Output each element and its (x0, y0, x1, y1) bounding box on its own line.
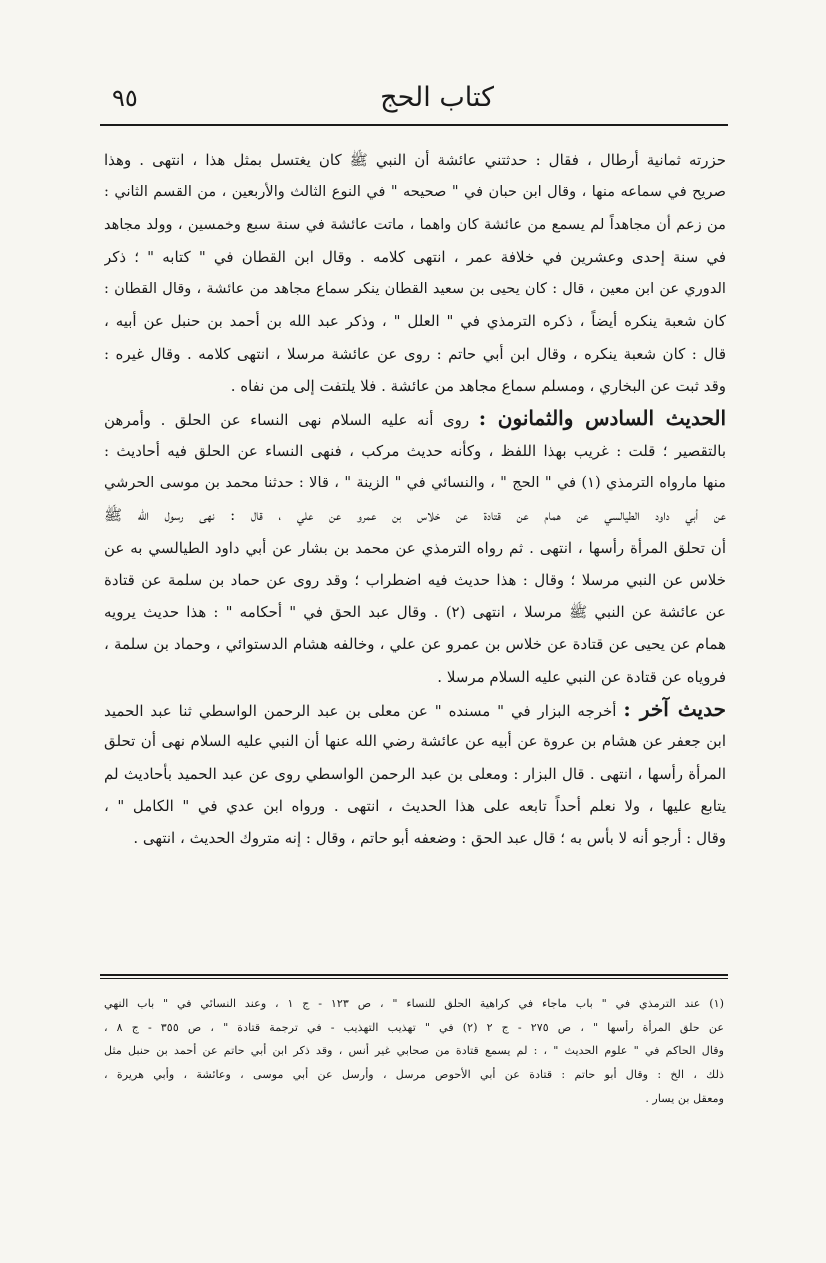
line-text: فروياه عن قتادة عن النبي عليه السلام مرسلا . (437, 667, 726, 686)
line-text: يتابع عليها ، ولا نعلم أحداً تابعه على هذا الحديث ، انتهى . ورواه ابن عدي في " الكامل " ، (104, 796, 726, 815)
footnote-line: ذلك ، الخ : وقال أبو حاتم : قتادة عن أبي الأحوص مرسل ، وأرسل عن أبي موسى ، وعائشة ، وأبي هريرة ، (104, 1068, 724, 1082)
line-text: همام عن يحيى عن قتادة عن خلاس بن عمرو عن علي ، وخالفه هشام الدستوائي ، وحماد بن سلمة ، (104, 635, 726, 654)
line-text: الدوري عن ابن معين ، قال : كان يحيى بن سعيد القطان ينكر سماع مجاهد من عائشة ، وقال القطان : (104, 280, 726, 298)
footnotes (104, 992, 724, 1110)
line-text: عن أبي داود الطيالسي عن همام عن قتادة عن خلاس بن عمرو عن علي ، قال : نهى رسول الله ﷺ (104, 506, 726, 525)
text-line (104, 338, 726, 370)
line-text: روى أنه عليه السلام نهى النساء عن الحلق . وأمرهن (104, 411, 479, 430)
line-text: المرأة رأسها ، انتهى . قال البزار : ومعلى بن عبد الرحمن الواسطي روى عن عبد الحميد بأحاديث لم (104, 764, 726, 783)
line-text: وقال : أرجو أنه لا بأس به ؛ قال عبد الحق : وضعفه أبو حاتم ، وقال : إنه متروك الحديث ، انتهى . (133, 829, 726, 848)
text-line (104, 758, 726, 790)
line-text: في سنة إحدى وعشرين في خلافة عمر ، انتهى كلامه . وقال ابن القطان في " كتابه " ؛ ذكر (104, 247, 726, 266)
section-heading: حديث آخر : (623, 697, 726, 722)
footnote-line: (١) عند الترمذي في " باب ماجاء في كراهية الحلق للنساء " ، ص ١٢٣ - ج ١ ، وعند النسائي في " باب النهي (104, 997, 724, 1010)
footnote-line: عن حلق المرأة رأسها " ، ص ٢٧٥ - ج ٢ (٢) في " تهذيب التهذيب - في ترجمة قتادة " ، ص ٣٥٥ - ج ٨ ، (104, 1020, 724, 1034)
text-line (104, 822, 726, 854)
text-line (104, 370, 726, 402)
line-text: ابن جعفر عن هشام بن عروة عن أبيه عن عائشة رضي الله عنها أن النبي عليه السلام نهى أن تحلق (104, 732, 726, 751)
line-text: كان شعبة ينكره أيضاً ، ذكره الترمذي في " العلل " ، وذكر عبد الله بن أحمد بن حنبل عن أبيه ، (104, 312, 726, 331)
footnote-line: وقال الحاكم في " علوم الحديث " ، : لم يسمع قتادة من صحابي غير أنس ، وقد ذكر ابن أبي حاتم عن أحمد بن حنبل مثل (104, 1044, 724, 1058)
footnote-separator (100, 974, 728, 976)
text-line (104, 661, 726, 693)
text-line (104, 725, 726, 757)
text-line (104, 790, 726, 822)
running-title: كتاب الحج (380, 82, 494, 113)
footnote-separator-thin (100, 978, 728, 979)
line-text: أخرجه البزار في " مسنده " عن معلى بن عبد الرحمن الواسطي ثنا عبد الحميد (104, 702, 624, 721)
line-text: بالتقصير ؛ قلت : غريب بهذا اللفظ ، وكأنه حديث مركب ، فنهى النساء عن الحلق فيه أحاديث : (104, 441, 726, 460)
text-line (104, 596, 726, 628)
text-line (104, 144, 726, 176)
text-line (104, 564, 726, 596)
line-text: عن عائشة عن النبي ﷺ مرسلا ، انتهى (٢) . وقال عبد الحق في " أحكامه " : هذا حديث يرويه (104, 603, 726, 622)
text-line (104, 628, 726, 660)
text-line (104, 273, 726, 305)
line-text: أن تحلق المرأة رأسها ، انتهى . ثم رواه الترمذي عن محمد بن بشار عن أبي داود الطيالسي به عن (104, 538, 726, 557)
header-rule (100, 124, 728, 126)
line-text: منها مارواه الترمذي (١) في " الحج " ، والنسائي في " الزينة " ، قالا : حدثنا محمد بن موسى الحرشي (104, 473, 726, 491)
line-text: قال : كان شعبة ينكره ، وقال ابن أبي حاتم : روى عن عائشة مرسلا ، انتهى كلامه . وقال غيره : (104, 344, 726, 363)
text-line (104, 209, 726, 241)
line-text: صريح في سماعه منها ، وقال ابن حبان في " صحيحه " في النوع الثالث والأربعين ، من القسم الثاني : (104, 183, 726, 201)
line-text: حزرته ثمانية أرطال ، فقال : حدثتني عائشة أن النبي ﷺ كان يغتسل بمثل هذا ، انتهى . وهذا (104, 151, 726, 169)
text-line (104, 435, 726, 467)
main-text (104, 144, 726, 855)
text-line (104, 176, 726, 208)
text-line (104, 467, 726, 499)
line-text: وقد ثبت عن البخاري ، ومسلم سماع مجاهد من عائشة . فلا يلتفت إلى من نفاه . (230, 377, 726, 396)
page-number: ٩٥ (112, 84, 138, 112)
text-line (104, 693, 726, 725)
text-line (104, 241, 726, 273)
line-text: خلاس عن النبي مرسلا ؛ وقال : هذا حديث فيه اضطراب ؛ وقد روى عن حماد بن سلمة عن قتادة (104, 570, 726, 589)
text-line (104, 402, 726, 434)
footnote-line: ومعقل بن يسار . (645, 1091, 724, 1105)
page-header (112, 78, 724, 118)
text-line (104, 305, 726, 337)
line-text: من زعم أن مجاهداً لم يسمع من عائشة كان واهما ، ماتت عائشة في سنة سبع وخمسين ، وولد مجاهد (104, 215, 726, 233)
section-heading: الحديث السادس والثمانون : (478, 406, 726, 431)
text-line (104, 532, 726, 564)
text-line (104, 499, 726, 531)
